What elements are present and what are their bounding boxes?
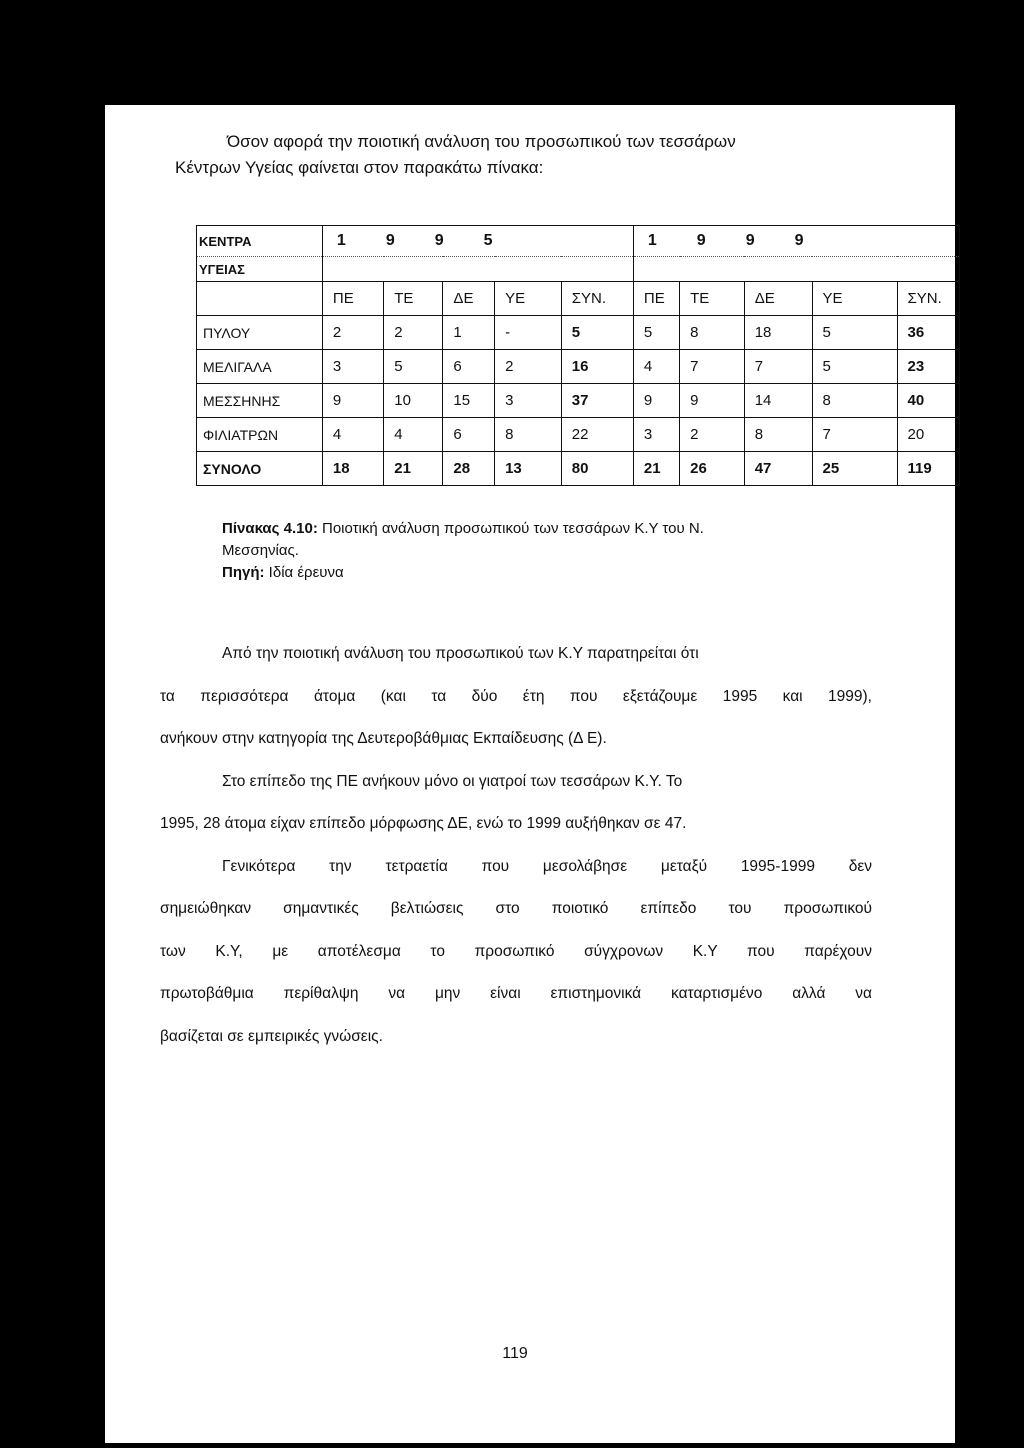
table-cell: 36 [897,316,959,350]
table-cell: 8 [495,418,562,452]
table-cell: 2 [495,350,562,384]
table-row-meligala [197,350,960,384]
table-row-messinis [197,384,960,418]
year-1999-subheader [633,257,959,282]
table-cell: 8 [680,316,745,350]
text-line: 1995, 28 άτομα είχαν επίπεδο μόρφωσης ΔΕ, ενώ το 1999 αυξήθηκαν σε 47. [160,815,687,832]
year-1999-digit: 1 [647,232,659,249]
table-cell: 3 [495,384,562,418]
caption-source [222,562,922,584]
table-cell: 119 [897,452,959,486]
table-cell: 10 [384,384,443,418]
table-cell: 8 [812,384,897,418]
row-label: ΜΕΣΣΗΝΗΣ [197,384,323,418]
header-label-line-1: ΚΕΝΤΡΑ [197,226,323,257]
table-row-total [197,452,960,486]
row-label: ΜΕΛΙΓΑΛΑ [197,350,323,384]
caption-text-1: Ποιοτική ανάλυση προσωπικού των τεσσάρων Κ.Υ του Ν. [321,520,704,537]
table-cell: 7 [812,418,897,452]
year-1995-digit: 5 [483,232,495,249]
row-label: ΠΥΛΟΥ [197,316,323,350]
column-header: ΠΕ [322,282,383,316]
table-cell: 22 [561,418,633,452]
header-label-line-2: ΥΓΕΙΑΣ [197,257,323,282]
table-cell: 18 [744,316,812,350]
table-cell: 37 [561,384,633,418]
table-cell: 18 [322,452,383,486]
table-cell: 6 [443,350,495,384]
column-header: ΔΕ [443,282,495,316]
table-cell: 9 [680,384,745,418]
table-cell: 8 [744,418,812,452]
column-header: ΤΕ [680,282,745,316]
text-line: σημειώθηκαν σημαντικές βελτιώσεις στο ποιοτικό επίπεδο του προσωπικού [160,900,872,917]
table-row-pylou [197,316,960,350]
body-text [160,633,872,1058]
column-header: ΥΕ [495,282,562,316]
table-cell: 7 [680,350,745,384]
table-cell: 5 [633,316,679,350]
column-header: ΔΕ [744,282,812,316]
corner-cell [197,282,323,316]
year-1999-digit: 9 [696,232,708,249]
source-text: Ιδία έρευνα [268,564,344,581]
text-line: ανήκουν στην κατηγορία της Δευτεροβάθμιας Εκπαίδευσης (Δ Ε). [160,730,607,747]
year-1995-header [322,226,633,257]
text-line: πρωτοβάθμια περίθαλψη να μην είναι επιστημονικά καταρτισμένο αλλά να [160,985,872,1002]
document-page [105,105,955,1443]
table-cell: 47 [744,452,812,486]
table-cell: 9 [322,384,383,418]
table-cell: 25 [812,452,897,486]
table-cell: 16 [561,350,633,384]
row-label: ΦΙΛΙΑΤΡΩΝ [197,418,323,452]
table-cell: 5 [561,316,633,350]
column-header: ΤΕ [384,282,443,316]
table-row-filiatron [197,418,960,452]
table-cell: 2 [384,316,443,350]
table-cell: 26 [680,452,745,486]
table-cell: 20 [897,418,959,452]
table-cell: 1 [443,316,495,350]
table-cell: 5 [384,350,443,384]
table-cell: 2 [680,418,745,452]
text-line: Γενικότερα την τετραετία που μεσολάβησε μεταξύ 1995-1999 δεν [222,857,872,875]
source-label: Πηγή: [222,564,265,581]
table-cell: 21 [384,452,443,486]
table-cell: 5 [812,316,897,350]
column-header: ΥΕ [812,282,897,316]
row-label: ΣΥΝΟΛΟ [197,452,323,486]
text-line: Στο επίπεδο της ΠΕ ανήκουν μόνο οι γιατροί των τεσσάρων Κ.Υ. Το [222,772,683,790]
table-caption [222,518,922,584]
column-header: ΣΥΝ. [897,282,959,316]
table-cell: 5 [812,350,897,384]
caption-text-2: Μεσσηνίας. [222,542,299,559]
table-cell: 3 [633,418,679,452]
table-cell: 13 [495,452,562,486]
table-cell: 3 [322,350,383,384]
table-header-row-1 [197,226,960,257]
table-cell: 23 [897,350,959,384]
table-cell: 6 [443,418,495,452]
page-number: 119 [502,1345,528,1362]
year-1999-header [633,226,959,257]
year-1999-digit: 9 [745,232,757,249]
table-cell: 4 [384,418,443,452]
table-cell: 4 [633,350,679,384]
table-cell: 7 [744,350,812,384]
table-cell: 80 [561,452,633,486]
year-1995-digit: 9 [385,232,397,249]
text-line: Από την ποιοτική ανάλυση του προσωπικού των Κ.Υ παρατηρείται ότι [222,645,699,662]
intro-line-2: Κέντρων Υγείας φαίνεται στον παρακάτω πίνακα: [175,158,544,177]
staff-table [196,225,960,486]
table-cell: - [495,316,562,350]
table-cell: 9 [633,384,679,418]
table-header-row-2 [197,257,960,282]
table-cell: 15 [443,384,495,418]
year-1995-subheader [322,257,633,282]
text-line: βασίζεται σε εμπειρικές γνώσεις. [160,1027,383,1045]
caption-label: Πίνακας 4.10: [222,520,318,537]
year-1995-digit: 9 [434,232,446,249]
column-header-row [197,282,960,316]
table-cell: 40 [897,384,959,418]
table-cell: 21 [633,452,679,486]
year-1995-digit: 1 [336,232,348,249]
column-header: ΠΕ [633,282,679,316]
text-line: τα περισσότερα άτομα (και τα δύο έτη που εξετάζουμε 1995 και 1999), [160,687,872,705]
table-cell: 28 [443,452,495,486]
caption-line-1 [222,518,922,540]
intro-line-1: Όσον αφορά την ποιοτική ανάλυση του προσωπικού των τεσσάρων [227,132,736,151]
text-line: των Κ.Υ, με αποτέλεσμα το προσωπικό σύγχρονων Κ.Υ που παρέχουν [160,942,872,960]
table-cell: 4 [322,418,383,452]
table-cell: 2 [322,316,383,350]
intro-text [175,129,895,181]
year-1999-digit: 9 [794,232,806,249]
table-cell: 14 [744,384,812,418]
column-header: ΣΥΝ. [561,282,633,316]
